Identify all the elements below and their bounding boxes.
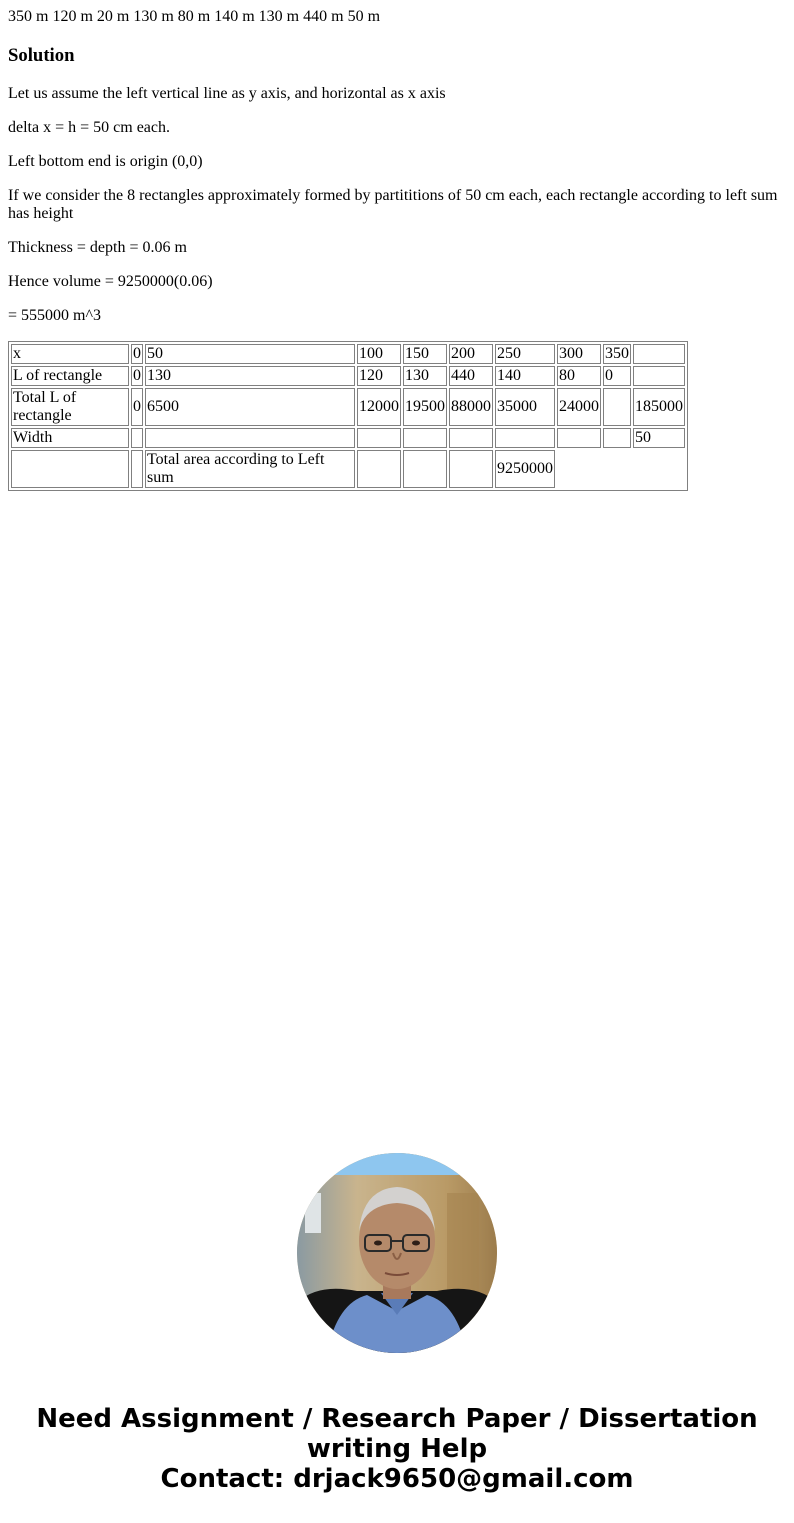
promo-banner	[0, 1404, 794, 1494]
table-cell	[603, 428, 631, 448]
table-cell: 50	[145, 344, 355, 364]
table-cell	[449, 428, 493, 448]
table-cell: 88000	[449, 388, 493, 426]
paragraph-result: = 555000 m^3	[8, 307, 101, 324]
table-cell: 19500	[403, 388, 447, 426]
table-cell: Total area according to Left sum	[145, 450, 355, 488]
table-cell: 100	[357, 344, 401, 364]
table-cell: 24000	[557, 388, 601, 426]
table-cell: 6500	[145, 388, 355, 426]
paragraph-volume: Hence volume = 9250000(0.06)	[8, 273, 213, 290]
table-row	[11, 428, 685, 448]
table-cell	[403, 428, 447, 448]
portrait-image	[297, 1153, 497, 1353]
table-cell: 185000	[633, 388, 685, 426]
table-cell: 250	[495, 344, 555, 364]
promo-line-2: writing Help	[306, 1434, 488, 1464]
table-cell: 300	[557, 344, 601, 364]
table-cell: 350	[605, 345, 629, 362]
table-cell: 140	[495, 366, 555, 386]
table-cell: 50	[633, 428, 685, 448]
table-cell: x	[11, 344, 129, 364]
table-cell	[131, 450, 143, 488]
table-cell	[449, 450, 493, 488]
table-row	[11, 366, 685, 386]
table-cell: 120	[357, 366, 401, 386]
table-cell	[495, 428, 555, 448]
table-cell: L of rectangle	[11, 366, 129, 386]
table-cell: 35000	[495, 388, 555, 426]
table-cell: 80	[557, 366, 601, 386]
paragraph-origin: Left bottom end is origin (0,0)	[8, 153, 203, 170]
table-cell: 0	[131, 388, 143, 426]
table-cell: 440	[449, 366, 493, 386]
paragraph-thickness: Thickness = depth = 0.06 m	[8, 239, 187, 256]
table-cell: 9250000	[495, 450, 555, 488]
table-cell	[403, 450, 447, 488]
table-cell: 200	[449, 344, 493, 364]
table-cell: 150	[403, 344, 447, 364]
calculation-table	[8, 341, 688, 491]
table-cell	[603, 388, 631, 426]
table-cell: 130	[145, 366, 355, 386]
paragraph-delta: delta x = h = 50 cm each.	[8, 119, 170, 136]
table-row	[11, 450, 685, 488]
paragraph-rectangles: If we consider the 8 rectangles approximately formed by partititions of 50 cm each, each rectangle according to left sum has height	[8, 187, 778, 222]
table-cell: 130	[403, 366, 447, 386]
table-cell	[131, 428, 143, 448]
table-cell	[357, 450, 401, 488]
table-cell: 0	[133, 345, 141, 362]
table-cell	[633, 344, 685, 364]
solution-heading: Solution	[8, 45, 75, 66]
table-cell	[633, 366, 685, 386]
table-row	[11, 388, 685, 426]
table-cell: 0	[133, 367, 141, 384]
table-row	[11, 344, 685, 364]
table-cell	[11, 450, 129, 488]
promo-contact: Contact: drjack9650@gmail.com	[160, 1464, 634, 1494]
table-cell	[557, 428, 601, 448]
table-cell: 0	[603, 366, 631, 386]
table-cell	[357, 428, 401, 448]
table-cell: 12000	[357, 388, 401, 426]
table-cell	[145, 428, 355, 448]
table-cell: Width	[11, 428, 129, 448]
promo-line-1: Need Assignment / Research Paper / Dissertation	[36, 1404, 758, 1434]
paragraph-axes: Let us assume the left vertical line as y axis, and horizontal as x axis	[8, 85, 446, 102]
table-cell: Total L of rectangle	[11, 388, 129, 426]
problem-measurements: 350 m 120 m 20 m 130 m 80 m 140 m 130 m 440 m 50 m	[8, 8, 381, 25]
author-avatar	[297, 1153, 497, 1353]
